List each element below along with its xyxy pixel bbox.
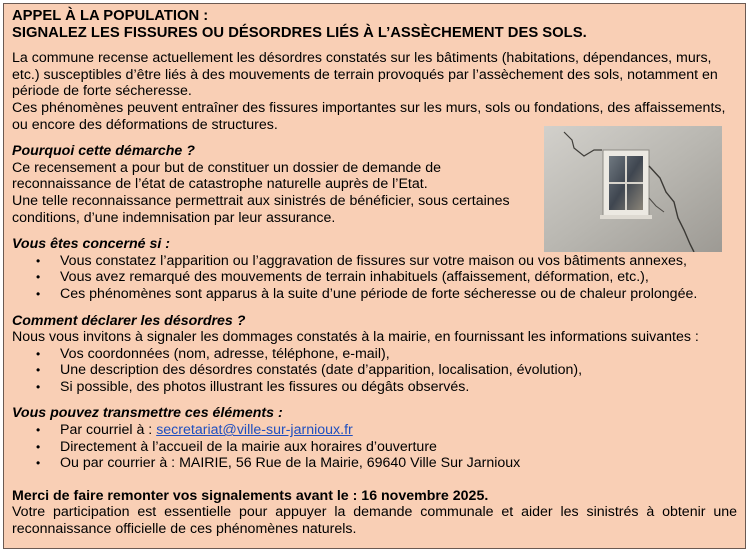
cracked-wall-photo [544,126,722,252]
concerned-list [12,253,737,303]
list-item: • Vous avez remarqué des mouvements de terrain inhabituels (affaissement, déformation, etc.), [36,269,649,286]
closing-deadline: Merci de faire remonter vos signalements avant le : 16 novembre 2025. [12,487,489,504]
section-why-line-1: Ce recensement a pour but de constituer un dossier de demande de [12,159,442,176]
section-why-heading: Pourquoi cette démarche ? [12,143,195,160]
list-item: • Une description des désordres constatés (date d’apparition, localisation, évolution), [36,362,583,379]
title-line-2: SIGNALEZ LES FISSURES OU DÉSORDRES LIÉS À L’ASSÈCHEMENT DES SOLS. [12,24,587,41]
section-concerned-heading: Vous êtes concerné si : [12,236,170,253]
list-item: • Par courriel à : secretariat@ville-sur-jarnioux.fr [36,422,353,439]
section-why-line-3: Une telle reconnaissance permettrait aux sinistrés de bénéficier, sous certaines [12,192,510,209]
transmit-list [12,422,737,472]
list-item: • Ces phénomènes sont apparus à la suite d’une période de forte sécheresse ou de chaleur prolongée. [36,285,698,302]
section-why-line-4: conditions, d’une indemnisation par leur assurance. [12,209,336,226]
list-item: • Si possible, des photos illustrant les fissures ou dégâts observés. [36,378,470,395]
section-why-line-2: reconnaissance de l’état de catastrophe naturelle auprès de l’Etat. [12,176,428,193]
list-item: • Vous constatez l’apparition ou l’aggravation de fissures sur votre maison ou vos bâtiments annexes, [36,252,687,269]
email-link[interactable]: secretariat@ville-sur-jarnioux.fr [156,422,353,439]
list-item: • Ou par courrier à : MAIRIE, 56 Rue de la Mairie, 69640 Ville Sur Jarnioux [36,455,521,472]
bullet-icon: • [36,379,41,394]
intro-paragraph-1: La commune recense actuellement les désordres constatés sur les bâtiments (habitations, dépendances, murs, etc.) susceptibles d’être liés à des mouvements de terrain provoqués par l’assèchement des sols, notamment en période de forte sécheresse. [12,50,718,100]
title-line-1: APPEL À LA POPULATION : [12,8,209,24]
bullet-icon: • [36,456,41,471]
bullet-icon: • [36,423,41,438]
bullet-icon: • [36,270,41,285]
bullet-icon: • [36,439,41,454]
section-transmit-heading: Vous pouvez transmettre ces éléments : [12,405,283,422]
section-declare-intro: Nous vous invitons à signaler les dommages constatés à la mairie, en fournissant les informations suivantes : [12,329,699,346]
notice-poster [3,3,746,549]
bullet-icon: • [36,253,41,268]
bullet-icon: • [36,286,41,301]
list-item: • Vos coordonnées (nom, adresse, téléphone, e-mail), [36,345,390,362]
bullet-icon: • [36,346,41,361]
section-declare-heading: Comment déclarer les désordres ? [12,312,246,329]
bullet-icon: • [36,363,41,378]
closing-text: Votre participation est essentielle pour appuyer la demande communale et aider les sinistrés à obtenir une reconnaissance officielle de ces phénomènes naturels. [12,504,737,538]
list-item: • Directement à l’accueil de la mairie aux horaires d’ouverture [36,438,437,455]
declare-list [12,346,737,396]
intro-paragraph-2: Ces phénomènes peuvent entraîner des fissures importantes sur les murs, sols ou fondations, des affaissements, ou encore des déformations de structures. [12,99,726,133]
